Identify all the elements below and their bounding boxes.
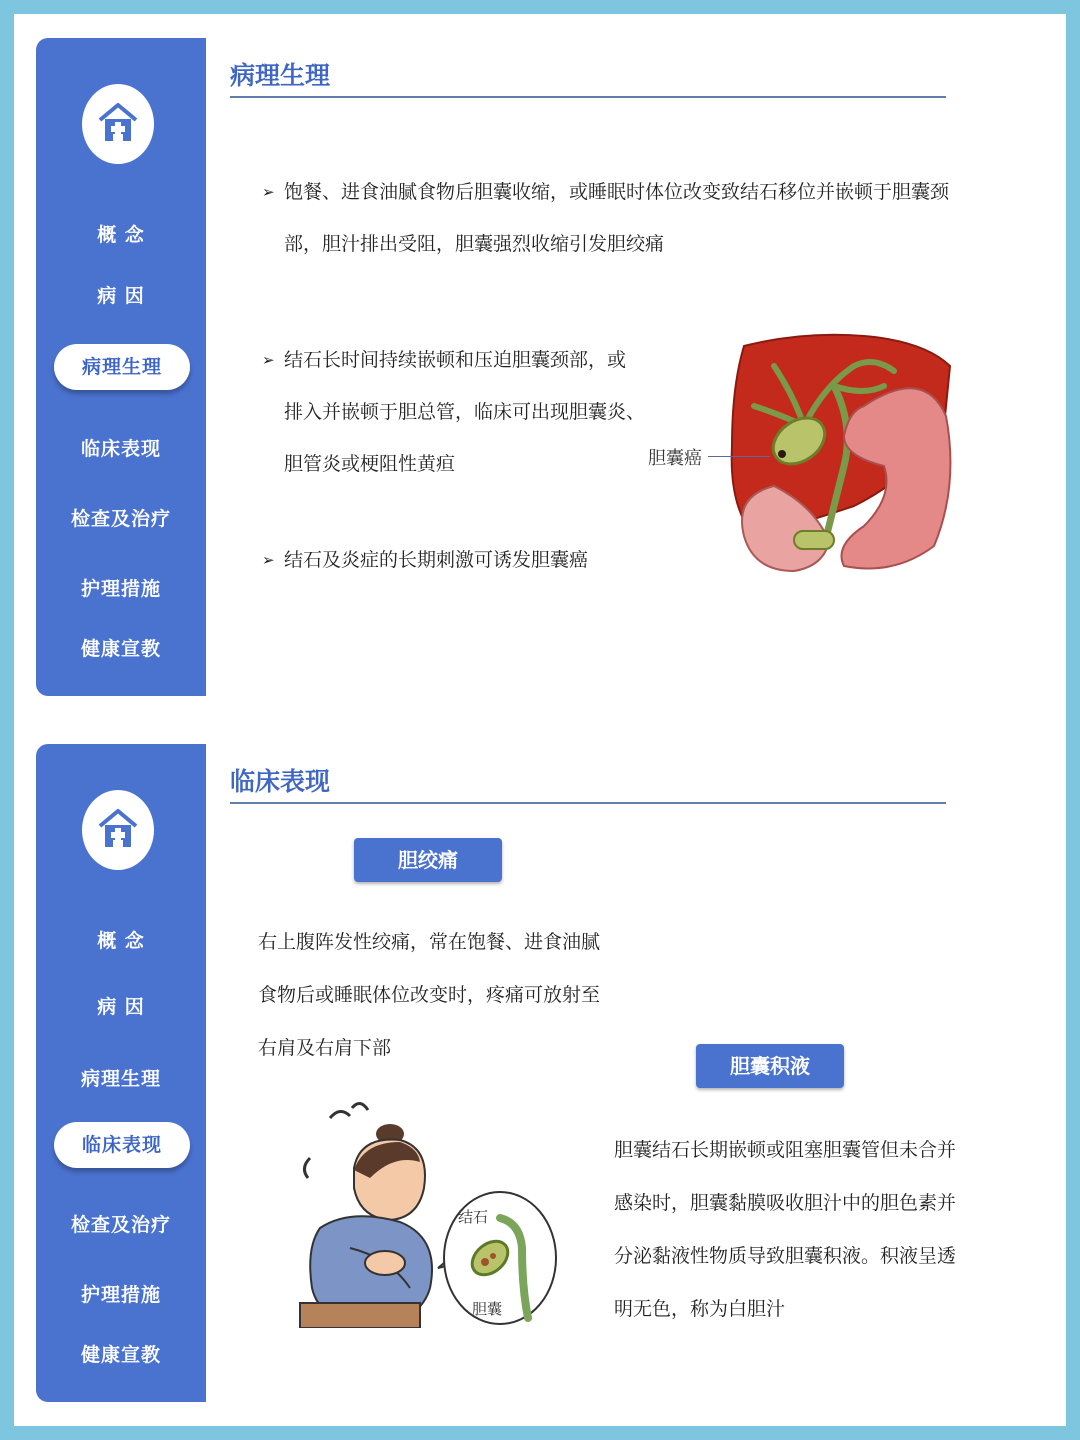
bullet-item <box>262 534 588 586</box>
figure-label-gallbladder: 胆囊 <box>472 1300 503 1318</box>
nav-item-cause[interactable]: 病 因 <box>97 285 145 307</box>
nav-item-pathophysiology[interactable]: 病理生理 <box>54 344 190 390</box>
hospital-icon <box>96 100 140 144</box>
bullet-line: 饱餐、进食油腻食物后胆囊收缩，或睡眠时体位改变致结石移位并嵌顿于胆囊颈 <box>284 181 950 203</box>
arrow-bullet-icon: ➢ <box>262 183 275 201</box>
nav-item-concept[interactable]: 概 念 <box>97 224 145 246</box>
bullet-item <box>262 166 949 270</box>
paragraph-biliary-colic <box>258 916 600 1075</box>
arrow-bullet-icon: ➢ <box>262 351 275 369</box>
nav-item-clinical[interactable]: 临床表现 <box>80 438 161 460</box>
nav-item-exam-treatment[interactable]: 检查及治疗 <box>70 508 171 530</box>
para-line: 感染时，胆囊黏膜吸收胆汁中的胆色素并 <box>614 1192 957 1214</box>
para-line: 胆囊结石长期嵌顿或阻塞胆囊管但未合并 <box>614 1139 957 1161</box>
tag-biliary-colic: 胆绞痛 <box>354 838 502 882</box>
para-line: 明无色，称为白胆汁 <box>614 1298 786 1320</box>
bullet-line: 排入并嵌顿于胆总管，临床可出现胆囊炎、 <box>284 401 646 423</box>
page <box>14 14 1066 1426</box>
hospital-logo <box>82 84 154 164</box>
tag-gallbladder-hydrops: 胆囊积液 <box>696 1044 844 1088</box>
hospital-logo <box>82 790 154 870</box>
para-line: 右肩及右肩下部 <box>258 1037 392 1059</box>
figure-label-stone: 结石 <box>458 1208 489 1226</box>
nav-item-cause[interactable]: 病 因 <box>97 996 145 1018</box>
bullet-line: 结石及炎症的长期刺激可诱发胆囊癌 <box>284 549 589 571</box>
figure-label-gallbladder-cancer: 胆囊癌 <box>648 448 702 469</box>
nav-item-clinical[interactable]: 临床表现 <box>54 1122 190 1168</box>
para-line: 食物后或睡眠体位改变时，疼痛可放射至 <box>258 984 601 1006</box>
hospital-icon <box>96 806 140 850</box>
section-title-clinical: 临床表现 <box>230 767 331 796</box>
patient-abdominal-pain-illustration <box>290 1098 558 1328</box>
title-divider <box>230 802 946 804</box>
section-title-pathophysiology: 病理生理 <box>230 61 331 90</box>
nav-item-concept[interactable]: 概 念 <box>97 930 145 952</box>
nav-item-exam-treatment[interactable]: 检查及治疗 <box>70 1214 171 1236</box>
liver-gallbladder-illustration <box>714 326 954 576</box>
sidebar-2 <box>36 744 206 1402</box>
nav-item-nursing[interactable]: 护理措施 <box>80 578 161 600</box>
title-divider <box>230 96 946 98</box>
sidebar-1 <box>36 38 206 696</box>
bullet-line: 胆管炎或梗阻性黄疸 <box>284 453 456 475</box>
bullet-line: 部，胆汁排出受阻，胆囊强烈收缩引发胆绞痛 <box>284 233 665 255</box>
bullet-item <box>262 334 645 490</box>
nav-item-education[interactable]: 健康宣教 <box>80 1344 161 1366</box>
para-line: 右上腹阵发性绞痛，常在饱餐、进食油腻 <box>258 931 601 953</box>
nav-item-pathophysiology[interactable]: 病理生理 <box>80 1068 161 1090</box>
callout-line <box>708 456 770 457</box>
nav-item-education[interactable]: 健康宣教 <box>80 638 161 660</box>
paragraph-gallbladder-hydrops <box>614 1124 956 1336</box>
nav-item-nursing[interactable]: 护理措施 <box>80 1284 161 1306</box>
arrow-bullet-icon: ➢ <box>262 551 275 569</box>
para-line: 分泌黏液性物质导致胆囊积液。积液呈透 <box>614 1245 957 1267</box>
bullet-line: 结石长时间持续嵌顿和压迫胆囊颈部，或 <box>284 349 627 371</box>
